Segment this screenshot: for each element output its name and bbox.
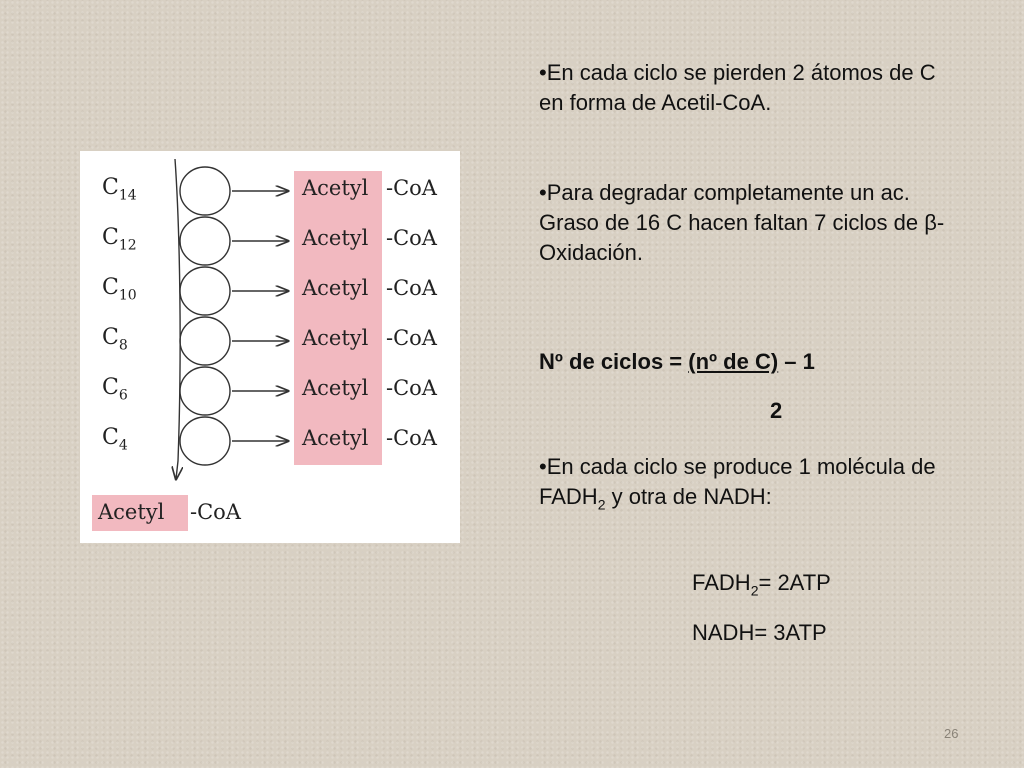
nadh-atp-line: NADH= 3ATP [692,620,827,645]
fadh-value: = 2ATP [758,570,831,595]
bullet-cycles-needed: •Para degradar completamente un ac. Graso de 16 C hacen faltan 7 ciclos de β-Oxidación. [539,180,945,265]
acetyl-label: Acetyl [302,376,369,400]
carbon-symbol: C [102,425,119,450]
coa-label: -CoA [386,426,437,450]
coa-label: -CoA [386,276,437,300]
final-coa-label: -CoA [190,500,241,524]
cycle-loop [180,417,230,465]
carbon-count: 14 [118,187,137,204]
final-acetyl-label: Acetyl [98,500,165,524]
acetyl-label: Acetyl [302,226,369,250]
fadh-atp-line [692,570,831,598]
carbon-symbol: C [102,375,119,400]
carbon-count: 10 [118,287,137,304]
carbon-count: 12 [118,237,137,254]
carbon-count: 4 [118,437,128,454]
fadh-label: FADH [692,570,751,595]
carbon-symbol: C [102,175,119,200]
page-number: 26 [944,726,959,741]
formula-denominator: 2 [770,398,783,423]
bullet-energy-yield [539,452,959,519]
fadh-subscript: 2 [750,582,759,599]
acetyl-label: Acetyl [302,326,369,350]
cycles-formula [539,349,815,375]
spiral-spine [175,159,180,479]
carbon-label [102,425,128,453]
acetyl-label: Acetyl [302,276,369,300]
carbon-label [102,375,128,403]
bullet3-subscript: 2 [597,496,606,513]
formula-prefix: Nº de ciclos = [539,349,689,374]
cycle-loop [180,167,230,215]
bullet3-text-b: y otra de NADH: [605,484,772,509]
beta-oxidation-diagram [80,151,460,543]
cycle-loop [180,367,230,415]
carbon-count: 8 [118,337,128,354]
coa-label: -CoA [386,226,437,250]
coa-label: -CoA [386,176,437,200]
carbon-label [102,325,128,353]
formula-numerator: (nº de C) [688,349,779,374]
acetyl-label: Acetyl [302,426,369,450]
acetyl-label: Acetyl [302,176,369,200]
carbon-label [102,275,137,303]
carbon-symbol: C [102,275,119,300]
cycle-loop [180,267,230,315]
acetyl-highlight [294,171,382,465]
cycle-loop [180,317,230,365]
carbon-count: 6 [118,387,128,404]
bullet-carbon-loss: •En cada ciclo se pierden 2 átomos de C en forma de Acetil-CoA. [539,60,936,115]
carbon-symbol: C [102,225,119,250]
formula-suffix: – 1 [778,349,815,374]
carbon-label [102,225,137,253]
coa-label: -CoA [386,376,437,400]
cycle-loop [180,217,230,265]
carbon-label [102,175,137,203]
bullet3-text-a: •En cada ciclo se produce 1 molécula de FADH [539,454,936,509]
coa-label: -CoA [386,326,437,350]
carbon-symbol: C [102,325,119,350]
